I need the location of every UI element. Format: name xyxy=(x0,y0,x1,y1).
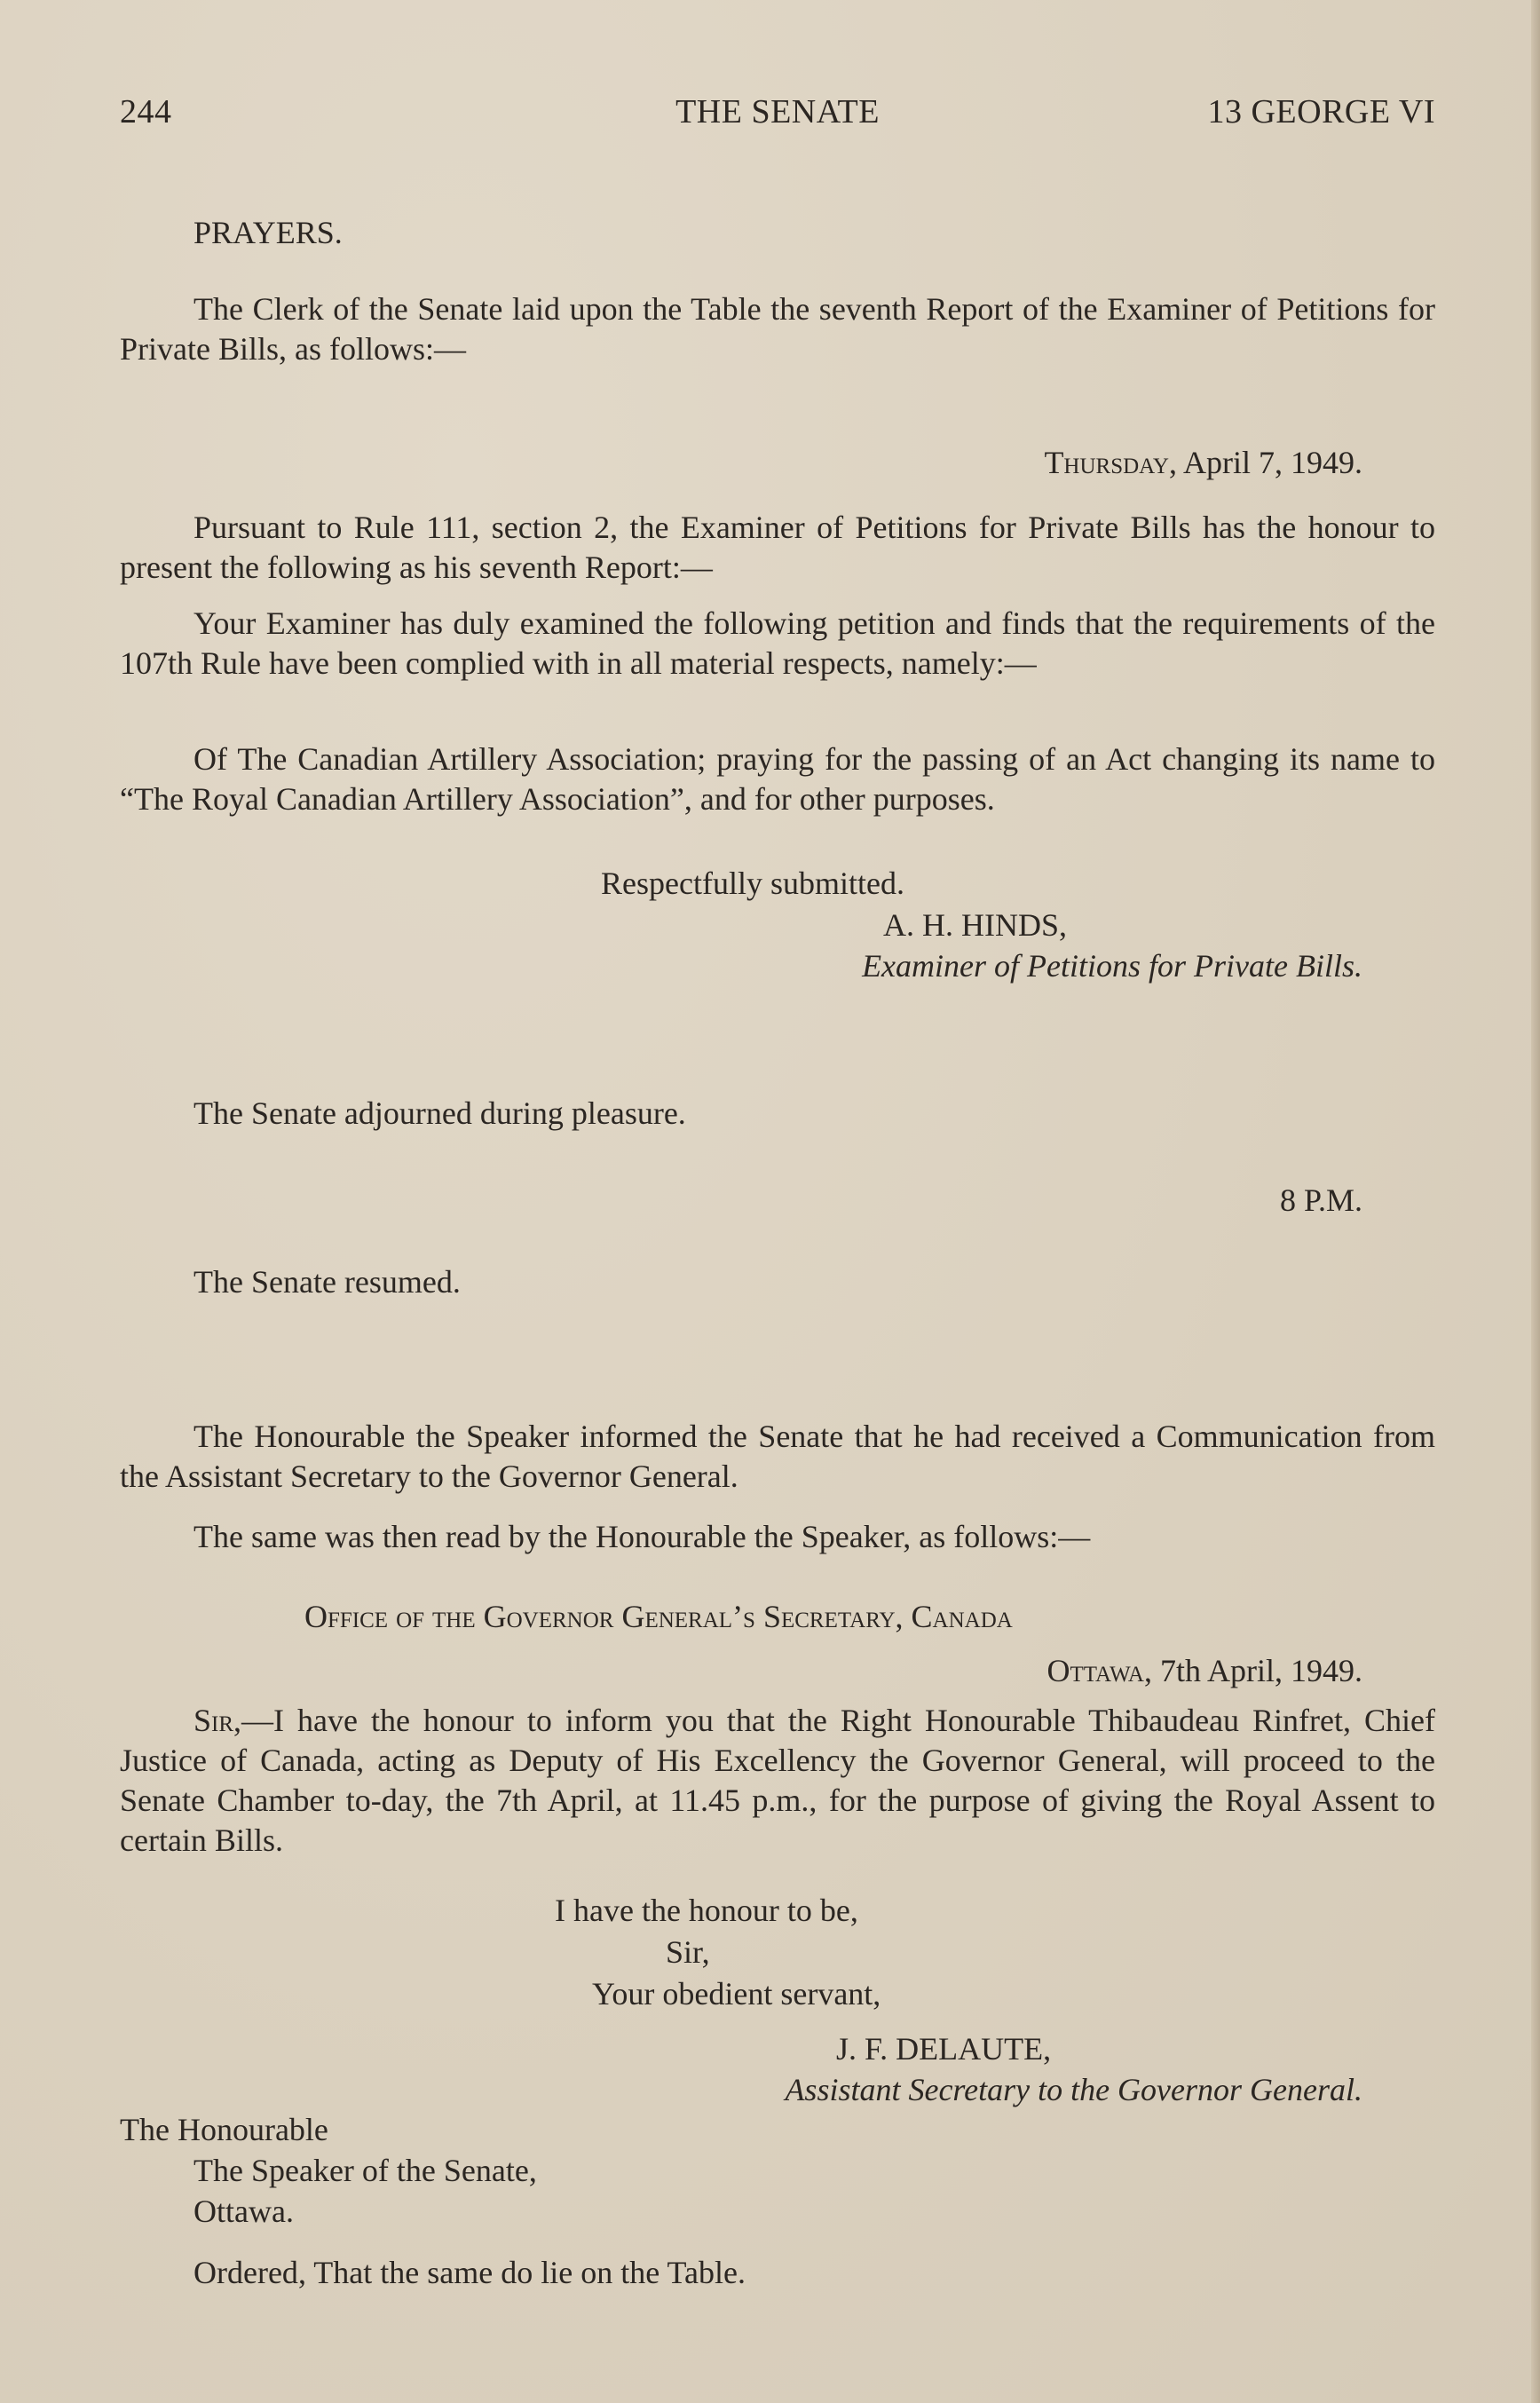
page-edge xyxy=(1531,0,1540,2403)
address-line-3: Ottawa. xyxy=(193,2194,294,2229)
report-closing: Respectfully submitted. xyxy=(601,866,904,901)
letter-salutation: Sir xyxy=(193,1703,234,1738)
letter-signer: J. F. DELAUTE, xyxy=(836,2031,1052,2067)
speaker-paragraph: The Honourable the Speaker informed the Senate that he had received a Communication from the Assistant Secretary to the Governor General. xyxy=(120,1419,1435,1494)
address-line-2: The Speaker of the Senate, xyxy=(193,2153,537,2188)
letter-closing-3: Your obedient servant, xyxy=(592,1976,881,2012)
report-signer: A. H. HINDS, xyxy=(883,907,1067,943)
letter-place: Ottawa xyxy=(1046,1653,1144,1688)
page-number: 244 xyxy=(120,93,172,130)
letter-body xyxy=(120,1701,1435,1861)
read-paragraph: The same was then read by the Honourable the Speaker, as follows:— xyxy=(193,1519,1091,1554)
running-header xyxy=(120,92,1435,137)
report-date xyxy=(120,443,1435,483)
letter-closing-2: Sir, xyxy=(666,1934,710,1970)
report-paragraph-3: Of The Canadian Artillery Association; praying for the passing of an Act changing its name to “The Royal Canadian Artillery Association”, and for other purposes. xyxy=(120,741,1435,817)
resumed-line: The Senate resumed. xyxy=(193,1264,461,1300)
report-signer-title: Examiner of Petitions for Private Bills. xyxy=(862,948,1362,984)
letter-dateline xyxy=(1047,1651,1363,1691)
sitting-time: 8 P.M. xyxy=(1279,1182,1362,1218)
header-title: THE SENATE xyxy=(675,93,880,130)
report-date-rest: , April 7, 1949. xyxy=(1168,445,1362,480)
letter-body-text: ,—I have the honour to inform you that the Right Honourable Thibaudeau Rinfret, Chief Justice of Canada, acting as Deputy of His Excellency the Governor General, will proceed to the Senate Chamber to-day, the 7th April, at 11.45 p.m., for the purpose of giving the Royal Assent to certain Bills. xyxy=(120,1703,1435,1858)
clerk-paragraph: The Clerk of the Senate laid upon the Table the seventh Report of the Examiner of Petitions for Private Bills, as follows:— xyxy=(120,291,1435,367)
ordered-line xyxy=(120,2253,1435,2293)
letter-office: Office of the Governor General’s Secretary, Canada xyxy=(304,1599,1013,1634)
letter-closing-1: I have the honour to be, xyxy=(555,1893,858,1928)
letter-date: , 7th April, 1949. xyxy=(1143,1653,1362,1688)
regnal-year: 13 GEORGE VI xyxy=(1207,93,1435,130)
letter-signer-title: Assistant Secretary to the Governor General. xyxy=(785,2072,1362,2107)
ordered-word: Ordered xyxy=(193,2255,298,2290)
report-paragraph-1: Pursuant to Rule 111, section 2, the Examiner of Petitions for Private Bills has the honour to present the following as his seventh Report:— xyxy=(120,510,1435,585)
address-line-1: The Honourable xyxy=(120,2112,328,2147)
report-date-day: Thursday xyxy=(1044,445,1169,480)
adjourned-line: The Senate adjourned during pleasure. xyxy=(193,1095,686,1131)
prayers-heading: PRAYERS. xyxy=(193,215,343,250)
ordered-rest: , That the same do lie on the Table. xyxy=(297,2255,746,2290)
report-paragraph-2: Your Examiner has duly examined the following petition and finds that the requirements of the 107th Rule have been complied with in all material respects, namely:— xyxy=(120,605,1435,681)
journal-page xyxy=(120,0,1435,2403)
